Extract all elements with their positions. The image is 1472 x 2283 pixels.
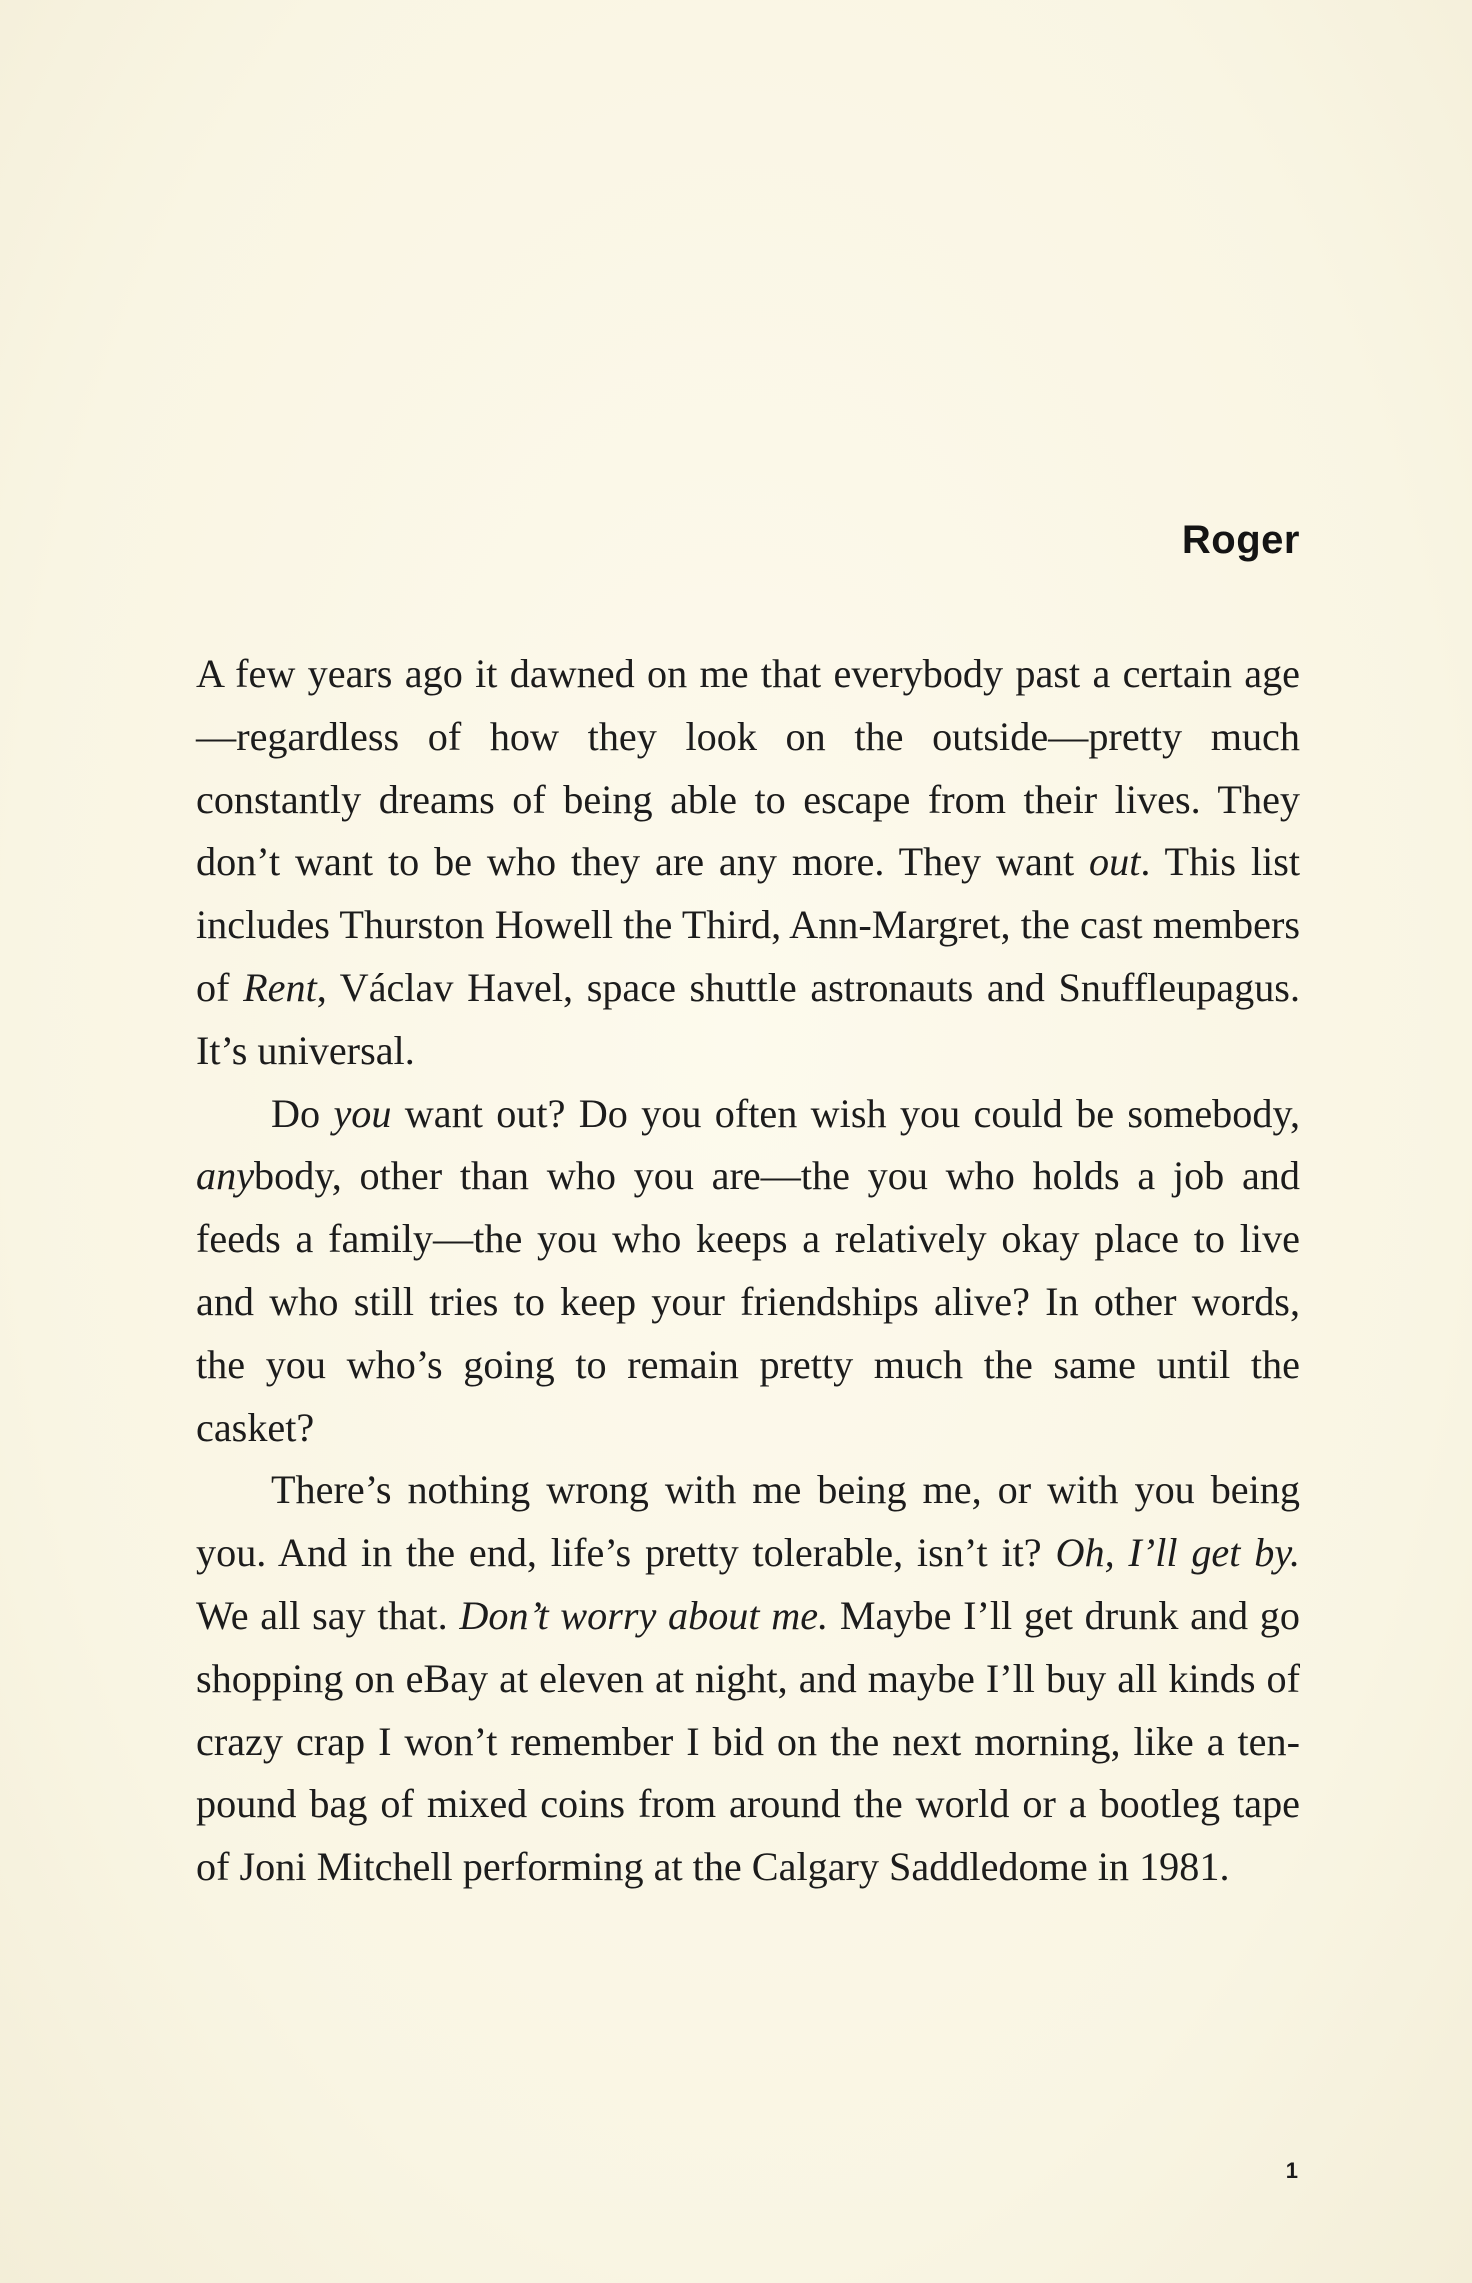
text-run: body, other than who you are—the you who holds a job and feeds a family—the you who keeps a relatively okay place to live and who still tries to keep your friendships alive? In other words, the you who’s going to remain pretty much the same until the casket? <box>196 1153 1300 1450</box>
italic-text: you <box>333 1090 392 1136</box>
text-run: . This list includes Thurston Howell the Third, Ann-Margret, the cast members of <box>196 839 1300 1010</box>
chapter-title: Roger <box>1181 518 1300 562</box>
text-run: There’s nothing wrong with me being me, or with you being you. And in the end, life’s pretty tolerable, isn’t it? <box>196 1467 1300 1576</box>
body-text <box>196 643 1300 1899</box>
text-run: want out? Do you often wish you could be somebody, <box>391 1090 1300 1136</box>
paragraph <box>196 643 1300 1083</box>
italic-text: Rent <box>243 964 317 1010</box>
text-run: A few years ago it dawned on me that everybody past a certain age—regardless of how they look on the outside—pretty much constantly dreams of being able to escape from their lives. They don’t want to be who they are any more. They want <box>196 651 1300 885</box>
text-run: We all say that. <box>196 1592 460 1638</box>
text-run: Maybe I’ll get drunk and go shopping on eBay at eleven at night, and maybe I’ll buy all kinds of crazy crap I won’t remember I bid on the next morning, like a ten-pound bag of mixed coins from around the world or a bootleg tape of Joni Mitchell performing at the Calgary Saddledome in 1981. <box>196 1592 1300 1890</box>
text-run: , Václav Havel, space shuttle astronauts and Snuffleupagus. It’s universal. <box>196 964 1300 1073</box>
italic-text: Don’t worry about me. <box>459 1592 829 1638</box>
paragraph <box>196 1083 1300 1460</box>
paragraph <box>196 1459 1300 1899</box>
italic-text: out <box>1089 839 1141 885</box>
italic-text: any <box>196 1153 255 1199</box>
italic-text: Oh, I’ll get by. <box>1055 1530 1300 1576</box>
text-run: Do <box>271 1090 334 1136</box>
page-number: 1 <box>1285 2158 1298 2183</box>
